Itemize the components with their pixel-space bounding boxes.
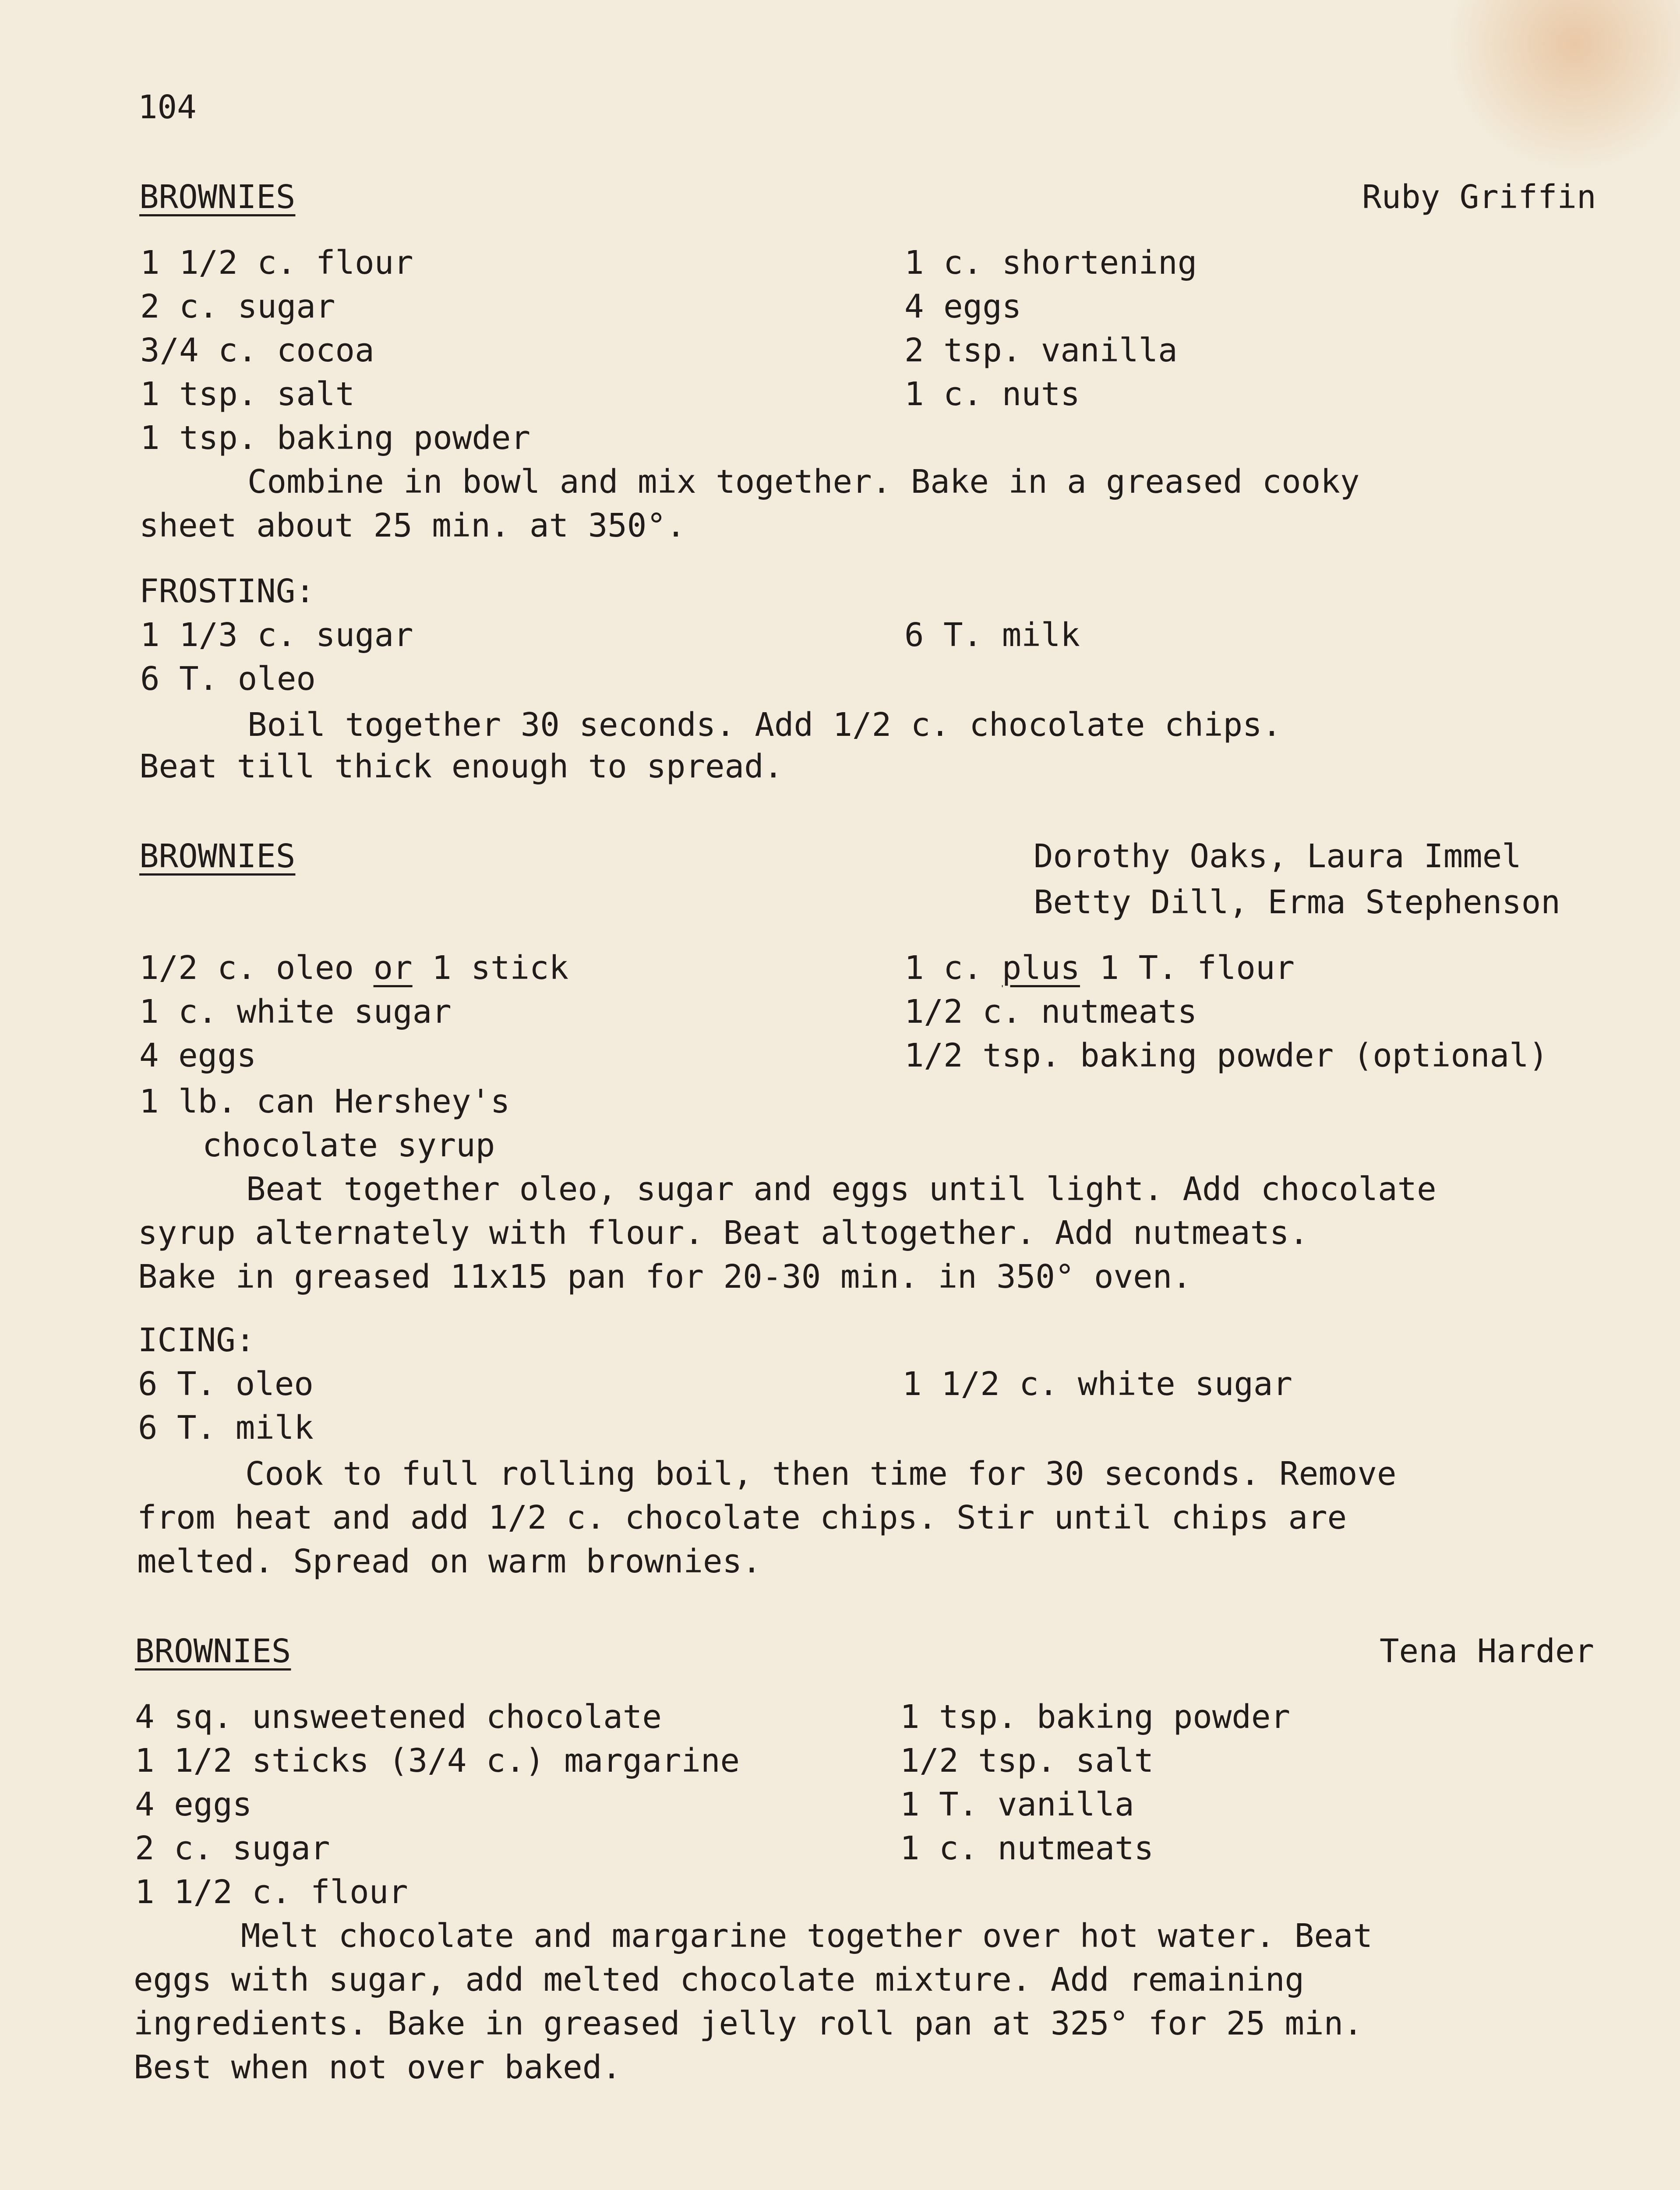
ingredient: 1 1/2 c. white sugar	[902, 1365, 1293, 1403]
ingredient: 4 eggs	[139, 1037, 257, 1074]
ingredient: 6 T. oleo	[140, 660, 316, 698]
ingredient-emphasis: plus	[1002, 949, 1080, 987]
ingredient-text: 1 c.	[904, 949, 1002, 987]
ingredient	[904, 946, 1295, 990]
directions-line: Bake in greased 11x15 pan for 20-30 min. in 350° oven.	[138, 1258, 1192, 1296]
ingredient: 4 eggs	[135, 1786, 252, 1823]
ingredient: 1 T. vanilla	[900, 1786, 1134, 1823]
recipe2-author: Betty Dill, Erma Stephenson	[1034, 883, 1560, 921]
directions-line: Combine in bowl and mix together. Bake in a greased cooky	[247, 463, 1360, 501]
ingredient: 2 c. sugar	[135, 1830, 330, 1867]
recipe2-title: BROWNIES	[139, 837, 296, 875]
ingredient: 1 1/3 c. sugar	[140, 616, 413, 654]
ingredient: 1 c. nuts	[904, 375, 1080, 413]
ingredient: 1/2 tsp. salt	[900, 1742, 1154, 1780]
recipe3-author: Tena Harder	[1380, 1632, 1595, 1670]
directions-line: Beat till thick enough to spread.	[139, 748, 784, 785]
ingredient: 1 c. nutmeats	[900, 1830, 1154, 1867]
ingredient: 1 tsp. baking powder	[900, 1698, 1291, 1736]
ingredient: 3/4 c. cocoa	[140, 332, 374, 369]
recipe1-author: Ruby Griffin	[1362, 178, 1596, 216]
ingredient-text: 1 T. flour	[1080, 949, 1295, 987]
directions-line: Boil together 30 seconds. Add 1/2 c. chocolate chips.	[247, 706, 1282, 744]
page-number: 104	[138, 88, 197, 126]
ingredient: 4 eggs	[904, 288, 1022, 325]
ingredient: 1/2 c. nutmeats	[904, 993, 1197, 1031]
ingredient: 1 1/2 c. flour	[140, 244, 413, 282]
directions-line: Melt chocolate and margarine together over hot water. Beat	[241, 1917, 1373, 1955]
directions-line: syrup alternately with flour. Beat altogether. Add nutmeats.	[138, 1214, 1309, 1252]
directions-line: melted. Spread on warm brownies.	[137, 1543, 762, 1580]
ingredient: 1 1/2 sticks (3/4 c.) margarine	[135, 1742, 740, 1780]
ingredient: 1/2 tsp. baking powder (optional)	[904, 1037, 1549, 1074]
directions-line: eggs with sugar, add melted chocolate mixture. Add remaining	[134, 1961, 1305, 1999]
directions-line: Best when not over baked.	[134, 2049, 621, 2086]
ingredient: 2 c. sugar	[140, 288, 335, 325]
directions-line: Cook to full rolling boil, then time for 30 seconds. Remove	[245, 1455, 1397, 1493]
ingredient: 6 T. milk	[138, 1409, 314, 1447]
directions-line: Beat together oleo, sugar and eggs until light. Add chocolate	[246, 1170, 1436, 1208]
ingredient: 4 sq. unsweetened chocolate	[135, 1698, 662, 1736]
ingredient: 2 tsp. vanilla	[904, 332, 1178, 369]
recipe3-title: BROWNIES	[135, 1632, 291, 1670]
directions-line: sheet about 25 min. at 350°.	[139, 507, 686, 544]
icing-title: ICING:	[138, 1321, 255, 1359]
ingredient-emphasis: or	[373, 949, 413, 987]
ingredient: chocolate syrup	[202, 1127, 495, 1164]
directions-line: from heat and add 1/2 c. chocolate chips. Stir until chips are	[137, 1499, 1347, 1537]
ingredient: 1 lb. can Hershey's	[139, 1083, 510, 1120]
frosting-title: FROSTING:	[139, 572, 315, 610]
ingredient: 1 tsp. salt	[140, 375, 355, 413]
ingredient: 1 tsp. baking powder	[140, 419, 531, 457]
ingredient: 1 c. white sugar	[139, 993, 452, 1031]
directions-line: ingredients. Bake in greased jelly roll pan at 325° for 25 min.	[134, 2005, 1363, 2042]
ingredient-text: 1/2 c. oleo	[139, 949, 374, 987]
ingredient: 1 c. shortening	[904, 244, 1197, 282]
recipe1-title: BROWNIES	[139, 178, 296, 216]
ingredient	[139, 946, 568, 990]
ingredient-text: 1 stick	[412, 949, 569, 987]
ingredient: 6 T. oleo	[138, 1365, 314, 1403]
recipe2-author: Dorothy Oaks, Laura Immel	[1034, 837, 1521, 875]
ingredient: 6 T. milk	[904, 616, 1080, 654]
ingredient: 1 1/2 c. flour	[135, 1873, 408, 1911]
